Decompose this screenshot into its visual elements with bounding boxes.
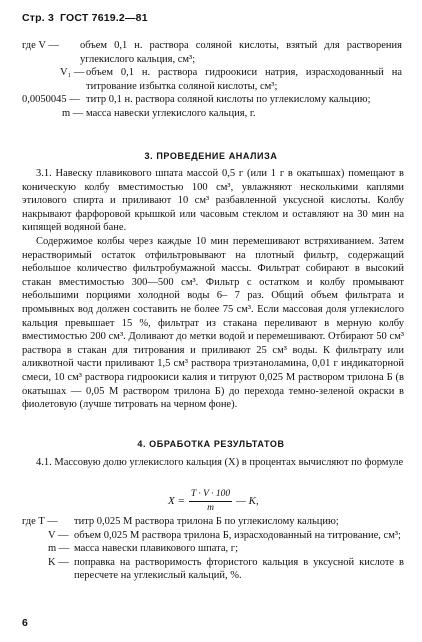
- section-4-title: 4. ОБРАБОТКА РЕЗУЛЬТАТОВ: [137, 439, 285, 449]
- formula-fraction: [189, 488, 232, 515]
- definition-row: [22, 556, 404, 583]
- definition-text: объем 0,1 н. раствора гидроокиси натрия, израсходованный на титрование избытка соляной кислоты, см³;: [86, 67, 402, 92]
- formula-lhs: X =: [168, 494, 185, 507]
- definition-symbol: V —: [48, 529, 69, 541]
- definition-symbol: V₁ —: [60, 67, 85, 79]
- definition-row: [22, 515, 404, 529]
- definition-text: масса навески углекислого кальция, г.: [86, 107, 256, 119]
- definition-text: объем 0,025 М раствора трилона Б, израсходованный на титрование, см³;: [74, 529, 401, 541]
- definition-symbol: m —: [48, 543, 70, 555]
- paragraph-3-1-continued: Содержимое колбы через каждые 10 мин перемешивают встряхиванием. Затем нерастворимый остаток отфильтровывают на плотный фильтр, содержащий небольшое количество фильтробумажной массы. Фильтрат собирают в высокий стакан вместимостью 300—500 см³. Фильтр с остатком и колбу промывают небольшими порциями холодной воды 6– 7 раз. Общий объем фильтрата и промывных вод должен составить не более 75 см³. Если массовая доля углекислого кальция превышает 15 %, фильтрат из стакана переливают в мерную колбу вместимостью 200 см³. Доливают до метки водой и перемешивают. Отбирают 50 см³ раствора в стакан для титрования и приливают 25 см³ воды. К фильтрату или аликвотной части приливают 1,5 см³ раствора триэтаноламина, 0,01 г индикаторной смеси, 10 см³ раствора гидроокиси калия и титруют 0,025 М раствором трилона Б (в окатышах — 0,05 М раствором трилона Б) до перехода темно-зеленой окраски в фиолетовую (лучше титровать на черном фоне).: [22, 236, 404, 411]
- definition-text: поправка на растворимость фтористого кальция в уксусной кислоте в пересчете на углекислый кальций, %.: [74, 556, 404, 582]
- formula-numerator: T · V · 100: [189, 488, 232, 502]
- page-label: Стр. 3: [22, 12, 55, 24]
- formula: [168, 488, 259, 515]
- definition-row: [22, 107, 402, 121]
- definition-row: [22, 93, 402, 107]
- definition-symbol: где V —: [22, 40, 59, 51]
- section-3-title: 3. ПРОВЕДЕНИЕ АНАЛИЗА: [144, 151, 278, 161]
- definition-symbol: 0,0050045 —: [22, 94, 80, 106]
- definition-text: масса навески плавикового шпата, г;: [74, 543, 238, 555]
- gost-number: ГОСТ 7619.2—81: [60, 12, 148, 24]
- paragraph-3-1: 3.1. Навеску плавикового шпата массой 0,5 г (или 1 г в окатышах) помещают в коническую колбу вместимостью 100 см³, увлажняют несколькими каплями этилового спирта и приливают 10 см³ разбавленной уксусной кислоты. Колбу накрывают фарфоровой крышкой или часовым стеклом и оставляют на 30 мин на кипящей водяной бане.: [22, 168, 404, 234]
- variable-definitions: [22, 39, 402, 121]
- definition-symbol: где T —: [22, 516, 58, 527]
- definition-row: [22, 542, 404, 556]
- page-header: [22, 12, 148, 26]
- formula-denominator: m: [207, 503, 214, 513]
- definition-text: титр 0,1 н. раствора соляной кислоты по углекислому кальцию;: [86, 94, 371, 106]
- definition-row: [22, 66, 402, 93]
- definition-text: титр 0,025 М раствора трилона Б по углекислому кальцию;: [74, 516, 339, 527]
- definition-symbol: K —: [48, 556, 69, 568]
- formula-definitions: [22, 515, 404, 583]
- formula-rhs: — K,: [236, 494, 259, 507]
- page-number: 6: [22, 617, 28, 629]
- definition-symbol: m —: [62, 107, 84, 119]
- definition-text: объем 0,1 н. раствора соляной кислоты, взятый для растворения углекислого кальция, см³;: [80, 40, 402, 65]
- paragraph-4-1: 4.1. Массовую долю углекислого кальция (X) в процентах вычисляют по формуле: [36, 457, 404, 468]
- definition-row: [22, 529, 404, 543]
- definition-row: [22, 39, 402, 66]
